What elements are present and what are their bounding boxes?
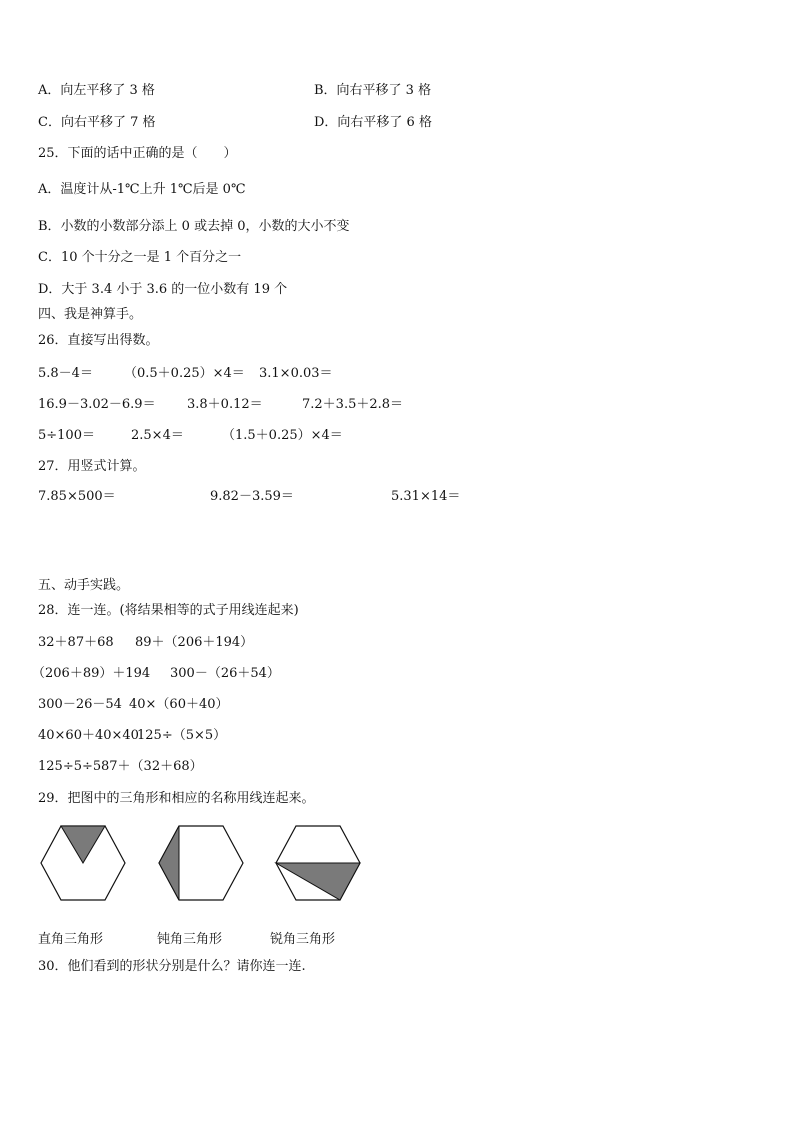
q26-row3-col1: 5÷100＝ (38, 428, 95, 443)
label-right-triangle: 直角三角形 (38, 932, 104, 947)
q28-left-2: （206＋89）＋194 (32, 666, 151, 681)
hexagon-figure-3 (273, 824, 363, 902)
q26-row3-col3: （1.5＋0.25）×4＝ (222, 428, 343, 443)
q25-stem: 25．下面的话中正确的是（ ） (38, 146, 237, 161)
q25-option-a: A．温度计从-1℃上升 1℃后是 0℃ (38, 182, 246, 197)
q30-stem: 30．他们看到的形状分别是什么？请你连一连. (38, 959, 306, 974)
q26-row1-col2: （0.5＋0.25）×4＝ (124, 366, 245, 381)
q28-right-2: 300－（26＋54） (170, 666, 280, 681)
q27-item-2: 9.82－3.59＝ (210, 489, 294, 504)
q27-item-1: 7.85×500＝ (38, 489, 116, 504)
q25-option-d: D．大于 3.4 小于 3.6 的一位小数有 19 个 (38, 282, 288, 297)
q28-stem: 28．连一连。(将结果相等的式子用线连起来) (38, 603, 299, 618)
q28-left-5: 125÷5÷5 (38, 759, 102, 774)
q26-row2-col1: 16.9－3.02－6.9＝ (38, 397, 156, 412)
q27-item-3: 5.31×14＝ (391, 489, 461, 504)
label-obtuse-triangle: 钝角三角形 (157, 932, 223, 947)
section-4-title: 四、我是神算手。 (38, 307, 143, 322)
hexagon-figure-1 (38, 824, 128, 902)
q28-right-5: 87＋（32＋68） (101, 759, 203, 774)
label-acute-triangle: 锐角三角形 (270, 932, 336, 947)
q26-row1-col1: 5.8－4＝ (38, 366, 93, 381)
q28-right-3: 40×（60＋40） (129, 697, 229, 712)
q29-stem: 29．把图中的三角形和相应的名称用线连起来。 (38, 791, 315, 806)
q26-row2-col3: 7.2＋3.5＋2.8＝ (302, 397, 404, 412)
q26-row3-col2: 2.5×4＝ (131, 428, 184, 443)
q28-right-4: 125÷（5×5） (137, 728, 227, 743)
q24-option-c: C．向右平移了 7 格 (38, 115, 156, 130)
q24-option-b: B．向右平移了 3 格 (314, 83, 432, 98)
q28-left-4: 40×60＋40×40 (38, 728, 139, 743)
q26-row1-col3: 3.1×0.03＝ (259, 366, 333, 381)
q26-row2-col2: 3.8＋0.12＝ (187, 397, 263, 412)
q27-stem: 27．用竖式计算。 (38, 459, 146, 474)
q28-right-1: 89＋（206＋194） (135, 635, 254, 650)
q25-option-b: B．小数的小数部分添上 0 或去掉 0，小数的大小不变 (38, 219, 350, 234)
q24-option-d: D．向右平移了 6 格 (314, 115, 432, 130)
shaded-triangle-2 (159, 826, 179, 900)
hexagon-figure-2 (156, 824, 246, 902)
q26-stem: 26．直接写出得数。 (38, 333, 159, 348)
q28-left-3: 300－26－54 (38, 697, 122, 712)
q28-left-1: 32＋87＋68 (38, 635, 114, 650)
section-5-title: 五、动手实践。 (38, 578, 130, 593)
q24-option-a: A．向左平移了 3 格 (38, 83, 155, 98)
q25-option-c: C．10 个十分之一是 1 个百分之一 (38, 250, 242, 265)
